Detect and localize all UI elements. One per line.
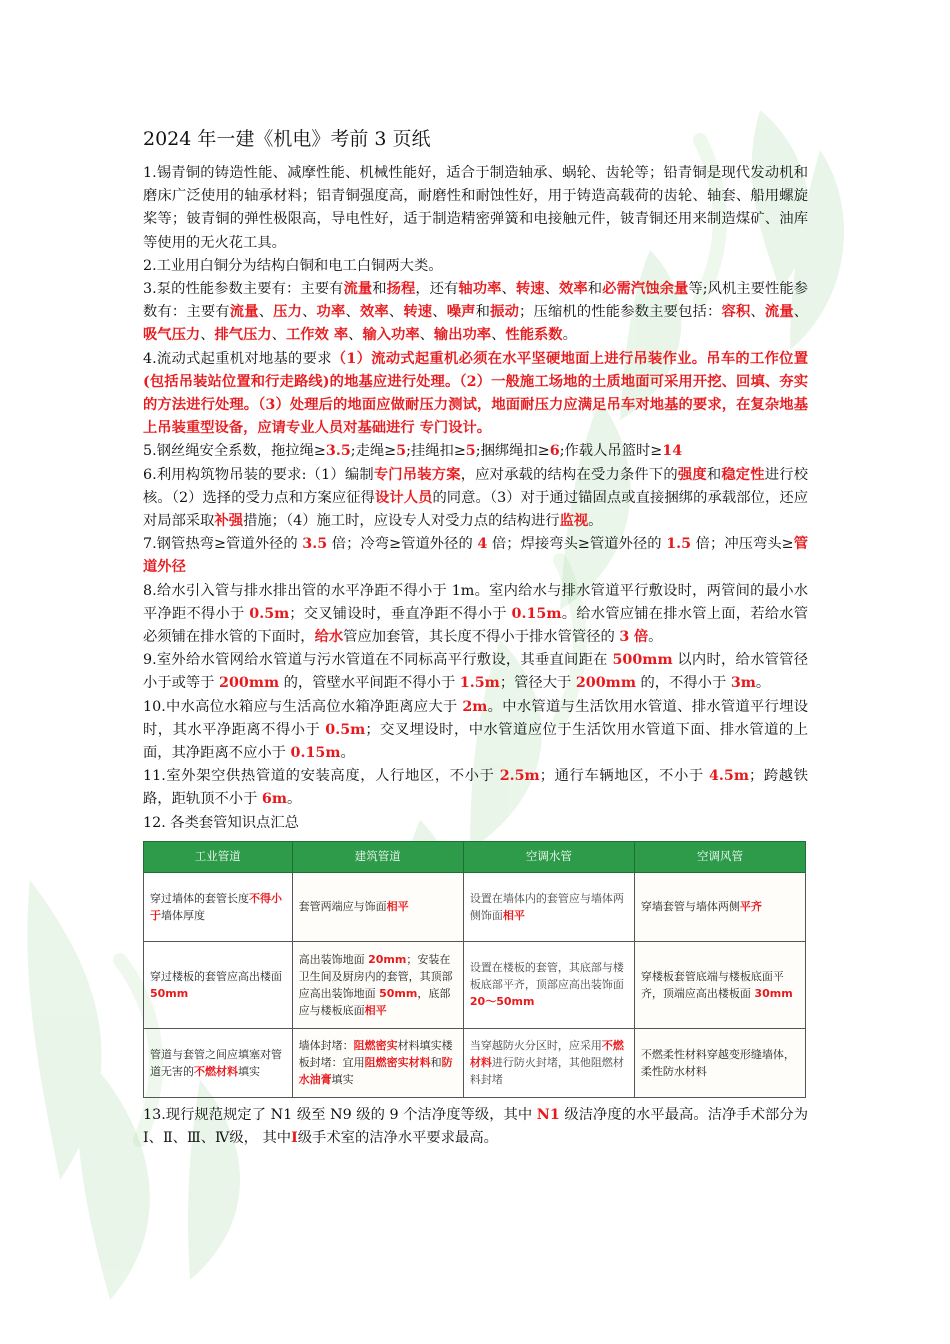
table-body	[144, 872, 806, 1097]
text-run: 、	[348, 327, 363, 344]
highlight-text: 1.5m	[459, 675, 500, 692]
highlight-text: 给水	[314, 629, 344, 646]
highlight-text: 流量	[343, 281, 373, 298]
text-run: 管道与套管之间应填塞对管道无害的	[150, 1047, 282, 1078]
highlight-text: 容积	[721, 304, 751, 321]
text-run: 设置在楼板的套管，其底部与楼板底部平齐，顶部应高出装饰面	[469, 961, 624, 992]
text-run: 级洁净度的水平最高。洁净手术部分为Ⅰ、Ⅱ、Ⅲ、Ⅳ级， 其中	[143, 1106, 808, 1147]
sleeve-summary-table	[143, 841, 806, 1098]
highlight-text: 稳定性	[721, 466, 765, 483]
highlight-text: 不燃材料	[469, 1039, 624, 1070]
highlight-text: 转速	[403, 304, 433, 321]
highlight-text: 平齐	[739, 900, 762, 914]
text-run: ;作载人吊篮时≥	[559, 443, 663, 460]
text-run: ；通行车辆地区，不小于	[539, 768, 709, 785]
text-run: 穿楼板套管底端与楼板底面平齐，顶端应高出楼板面	[640, 969, 784, 1000]
paragraph-2	[143, 255, 808, 278]
text-run: ;走绳≥	[350, 443, 397, 460]
text-run: 填实	[238, 1064, 260, 1078]
table-cell	[292, 872, 463, 941]
highlight-text: 必需汽蚀余量	[602, 281, 689, 298]
text-run: 13.现行规范规定了 N1 级至 N9 级的 9 个洁净度等级，其中	[143, 1106, 537, 1123]
text-run: 、	[345, 304, 360, 321]
table-row	[144, 1028, 806, 1097]
text-run: ；交叉铺设时，垂直净距不得小于	[289, 605, 512, 622]
highlight-text: 强度	[677, 466, 707, 483]
text-run: 的同意。（3）对于通过锚固点或直接捆绑的承载部位，还应对局部采取	[143, 489, 809, 530]
text-run: 。	[287, 791, 302, 808]
text-run: 的，不得小于	[635, 675, 731, 692]
text-run: 的，管壁水平间距不得小于	[279, 675, 460, 692]
text-run: 和	[430, 1056, 442, 1070]
highlight-text: 6m	[261, 791, 287, 808]
highlight-text: 0.15m	[511, 605, 562, 622]
text-run: 、	[544, 281, 560, 298]
text-run: 3.泵的性能参数主要有：主要有	[143, 281, 344, 298]
text-run: 以内时，给水管管径小于或等于	[143, 652, 808, 692]
highlight-text: 效率	[559, 281, 588, 298]
text-run: 11.室外架空供热管道的安装高度，人行地区，不小于	[143, 768, 500, 785]
highlight-text: 不得小于	[150, 891, 282, 922]
paragraph-13	[143, 1104, 808, 1150]
highlight-text: 500mm	[612, 652, 673, 669]
highlight-text: 1.5	[666, 536, 692, 553]
text-run: ，底部应与楼板底面	[298, 986, 451, 1017]
text-run: ，还有	[415, 281, 459, 298]
highlight-text: 0.15m	[290, 745, 341, 762]
text-run: 4.流动式起重机对地基的要求	[143, 350, 332, 367]
text-run: 、	[388, 304, 404, 321]
table-cell	[292, 1028, 463, 1097]
text-run: 进行防火封堵，其他阻燃材料封堵	[469, 1056, 624, 1087]
text-run: 和	[706, 466, 722, 483]
text-run: 、	[793, 304, 809, 321]
table-cell	[634, 1028, 805, 1097]
text-run: 5.钢丝绳安全系数，拖拉绳≥	[143, 443, 326, 460]
highlight-text: （1）流动式起重机必须在水平坚硬地面上进行吊装作业。吊车的工作位置(包括吊装站位置和行走路线)的地基应进行处理。（2）一般施工场地的土质地面可采用开挖、回填、夯实的方法进行处理。（3）处理后的地面应做耐压力测试，地面耐压力应满足吊车对地基的要求，在复杂地基上吊装重型设备，应请专业人员对基础进行 专门设计。	[143, 350, 809, 437]
text-run: 9.室外给水管网给水管道与污水管道在不同标高平行敷设，其垂直间距在	[143, 652, 613, 669]
text-run: 和	[475, 304, 491, 321]
text-run: ；管径大于	[499, 675, 576, 692]
document-page	[143, 124, 808, 1150]
text-run: 倍；焊接弯头≥管道外径的	[487, 536, 667, 553]
text-run: 穿过墙体的套管长度	[150, 891, 249, 905]
text-run: 。	[648, 629, 663, 646]
table-cell	[144, 872, 293, 941]
highlight-text: 扬程	[386, 281, 416, 298]
table-cell	[144, 1028, 293, 1097]
text-run: 、	[302, 304, 317, 321]
text-run: ;挂绳扣≥	[406, 443, 466, 460]
text-run: 、	[271, 327, 286, 344]
text-run: 2.工业用白铜分为结构白铜和电工白铜两大类。	[143, 257, 443, 274]
highlight-text: Ⅰ	[291, 1130, 298, 1147]
highlight-text: 6	[549, 443, 560, 460]
highlight-text: 0.5m	[249, 605, 290, 622]
highlight-text: N1	[536, 1106, 560, 1123]
text-run: 。给水管应铺在排水管上面，若给水管必须铺在排水管的下面时，	[143, 605, 809, 646]
text-run: 套管两端应与饰面	[298, 900, 387, 914]
paragraph-1	[143, 162, 808, 255]
highlight-text: 3.5	[302, 536, 328, 553]
text-run: ；压缩机的性能参数主要包括：	[519, 304, 722, 321]
text-run: 级手术室的洁净水平要求最高。	[297, 1130, 498, 1147]
table-cell	[292, 941, 463, 1028]
paragraph-4	[143, 348, 808, 441]
text-run: 墙体封堵：	[298, 1039, 354, 1053]
highlight-text: 4	[477, 536, 488, 553]
highlight-text: 3.5	[325, 443, 351, 460]
table-header-cell: 空调水管	[463, 841, 634, 872]
text-run: 、	[258, 304, 274, 321]
highlight-text: 振动	[490, 304, 520, 321]
table-header-cell: 建筑管道	[292, 841, 463, 872]
table-header-cell: 空调风管	[634, 841, 805, 872]
highlight-text: 3m	[730, 675, 756, 692]
highlight-text: 50mm	[150, 986, 189, 1000]
text-run: 、	[491, 327, 506, 344]
highlight-text: 200mm	[575, 675, 636, 692]
table-cell	[463, 872, 634, 941]
text-run: 。中水管道与生活饮用水管道、排水管道平行埋设时，其水平净距离不得小于	[143, 698, 809, 738]
highlight-text: 阻燃密实材料	[364, 1056, 431, 1070]
text-run: 10.中水高位水箱应与生活高位水箱净距离应大于	[143, 698, 463, 715]
text-run: 、	[419, 327, 434, 344]
table-caption: 12. 各类套管知识点汇总	[143, 814, 299, 831]
highlight-text: 流量	[229, 304, 259, 321]
table-row	[144, 872, 806, 941]
table-header-cell: 工业管道	[144, 841, 293, 872]
highlight-text: 压力	[273, 304, 303, 321]
text-run: ;捆绑绳扣≥	[475, 443, 550, 460]
highlight-text: 4.5m	[708, 768, 749, 785]
table-cell	[463, 1028, 634, 1097]
table-cell	[463, 941, 634, 1028]
highlight-text: 轴功率	[458, 281, 502, 298]
text-run: 、	[750, 304, 765, 321]
highlight-text: 防水油膏	[298, 1056, 453, 1087]
text-run: 、	[432, 304, 447, 321]
text-run: 穿墙套管与墙体两侧	[640, 900, 740, 914]
highlight-text: 5	[396, 443, 407, 460]
text-run: 设置在墙体内的套管应与墙体两侧饰面	[469, 891, 624, 922]
paragraph-9	[143, 649, 808, 695]
paragraph-11	[143, 765, 808, 811]
highlight-text: 工作效 率	[285, 327, 349, 344]
text-run: 倍；冷弯≥管道外径的	[327, 536, 478, 553]
table-row	[144, 941, 806, 1028]
text-run: 7.钢管热弯≥管道外径的	[143, 536, 303, 553]
highlight-text: 效率	[359, 304, 389, 321]
highlight-text: 相平	[364, 1003, 387, 1017]
text-run: 和	[372, 281, 387, 298]
text-run: 不燃柔性材料穿越变形缝墙体，柔性防水材料	[640, 1047, 795, 1078]
text-run: 填实	[331, 1073, 354, 1087]
highlight-text: 功率	[316, 304, 346, 321]
paragraph-6	[143, 464, 808, 534]
text-run: 墙体厚度	[161, 908, 205, 922]
text-run: 措施；（4）施工时，应设专人对受力点的结构进行	[243, 513, 560, 530]
text-run: 。	[588, 513, 603, 530]
highlight-text: 性能系数	[505, 327, 563, 344]
text-run: 穿过楼板的套管应高出楼面	[150, 969, 282, 983]
text-run: 、	[501, 281, 516, 298]
text-run: ；交叉埋设时，中水管道应位于生活饮用水管道下面、排水管道的上面，其净距离不应小于	[143, 721, 809, 762]
highlight-text: 30mm	[754, 986, 793, 1000]
text-run: 1.锡青铜的铸造性能、减摩性能、机械性能好，适合于制造轴承、蜗轮、齿轮等；铅青铜是现代发动机和磨床广泛使用的轴承材料；铝青铜强度高，耐磨性和耐蚀性好，用于铸造高载荷的齿轮、轴套、船用螺旋桨等；铍青铜的弹性极限高，导电性好，适于制造精密弹簧和电接触元件，铍青铜还用来制造煤矿、油库等使用的无火花工具。	[143, 165, 808, 251]
text-run: 。	[755, 675, 771, 692]
text-run: 和	[587, 281, 603, 298]
text-run: 、	[200, 327, 215, 344]
highlight-text: 相平	[386, 900, 409, 914]
table-cell	[634, 872, 805, 941]
text-run: 材料填实楼板封堵：宜用	[298, 1039, 453, 1070]
paragraph-8	[143, 580, 808, 650]
highlight-text: 20～50mm	[469, 995, 535, 1009]
table-cell	[634, 941, 805, 1028]
text-run: 等;风机主要性能参数有：主要有	[143, 281, 809, 321]
highlight-text: 设计人员	[374, 489, 433, 506]
paragraph-3	[143, 278, 808, 348]
highlight-text: 监视	[559, 513, 589, 530]
table-header-row	[144, 841, 806, 872]
highlight-text: 吸气压力	[143, 327, 201, 344]
highlight-text: 2.5m	[499, 768, 540, 785]
highlight-text: 流量	[764, 304, 794, 321]
highlight-text: 5	[465, 443, 476, 460]
text-run: 管应加套管，其长度不得小于排水管管径的	[343, 629, 620, 646]
highlight-text: 输入功率	[362, 327, 420, 344]
highlight-text: 输出功率	[433, 327, 492, 344]
text-run: 高出装饰地面	[298, 952, 369, 966]
text-run: ；安装在卫生间及厨房内的套管，其顶部应高出装饰地面	[298, 952, 453, 1000]
paragraph-10	[143, 696, 808, 766]
text-run: 8.给水引入管与排水排出管的水平净距不得小于 1m。室内给水与排水管道平行敷设时，两管间的最小水平净距不得小于	[143, 582, 808, 622]
paragraph-5	[143, 440, 808, 463]
highlight-text: 20mm	[368, 952, 407, 966]
text-run: 当穿越防火分区时，应采用	[469, 1039, 602, 1053]
text-run: 。	[562, 327, 577, 344]
highlight-text: 阻燃密实	[353, 1039, 398, 1053]
text-run: 6.利用构筑物吊装的要求:（1）编制	[143, 466, 374, 483]
text-run: 倍；冲压弯头≥	[691, 536, 794, 553]
highlight-text: 0.5m	[325, 721, 366, 738]
highlight-text: 管道外径	[143, 536, 808, 576]
text-run: 进行校核。（2）选择的受力点和方案应征得	[143, 466, 809, 506]
text-run: 。	[340, 745, 355, 762]
highlight-text: 50mm	[379, 986, 418, 1000]
paragraph-7	[143, 533, 808, 579]
highlight-text: 专门吊装方案	[373, 466, 461, 483]
page-title: 2024 年一建《机电》考前 3 页纸	[143, 128, 431, 150]
highlight-text: 不燃材料	[194, 1064, 238, 1078]
highlight-text: 14	[662, 443, 683, 460]
highlight-text: 3	[619, 629, 630, 646]
highlight-text: 排气压力	[214, 327, 272, 344]
table-cell	[144, 941, 293, 1028]
text-run: ；跨越铁路，距轨顶不小于	[143, 768, 809, 808]
highlight-text: 转速	[515, 281, 545, 298]
highlight-text: 200mm	[219, 675, 280, 692]
highlight-text: 2m	[462, 698, 488, 715]
highlight-text: 噪声	[446, 304, 476, 321]
text-run: ，应对承载的结构在受力条件下的	[460, 466, 678, 483]
highlight-text: 补强	[214, 513, 244, 530]
highlight-text: 倍	[633, 629, 649, 646]
paragraph-list	[143, 162, 808, 812]
highlight-text: 相平	[502, 908, 525, 922]
